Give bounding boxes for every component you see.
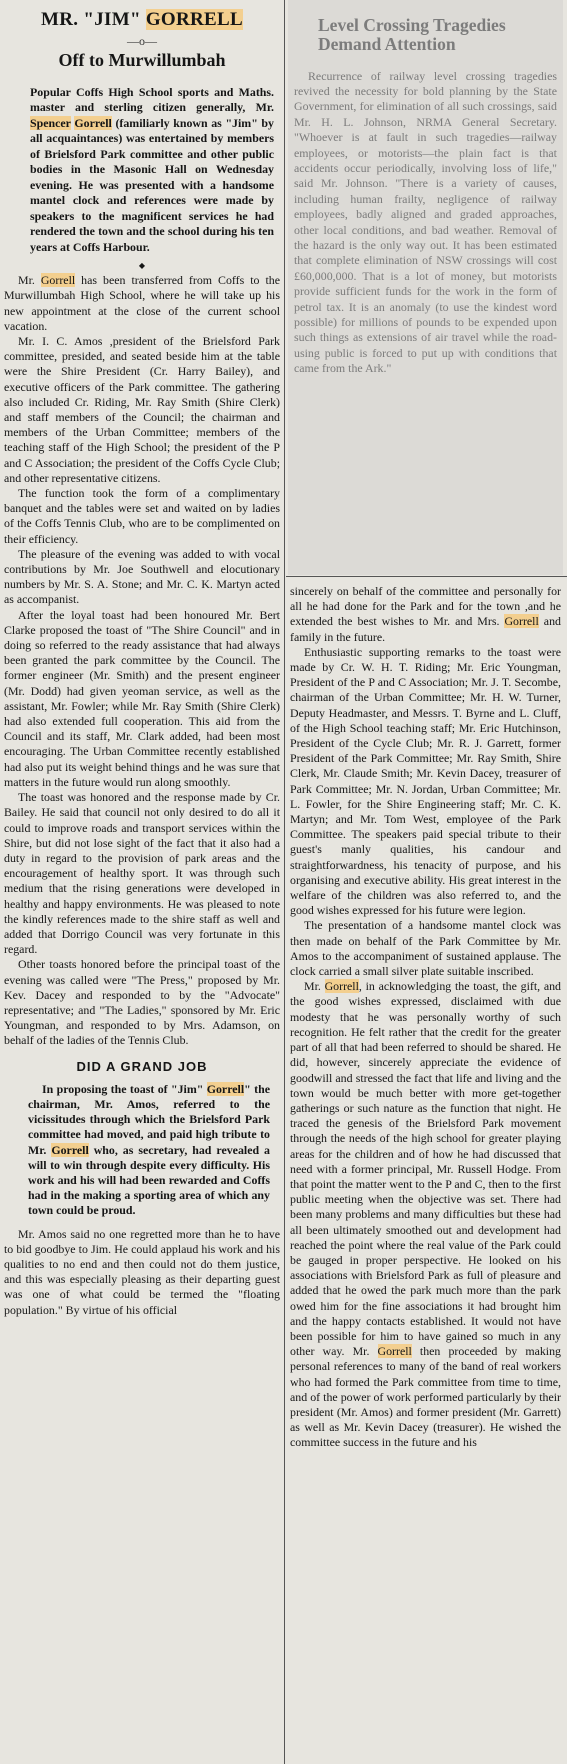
search-highlight: GORRELL xyxy=(145,9,243,30)
body-paragraph: Mr. Gorrell, in acknowledging the toast, the gift, and the good wishes expressed, disclaimed with due modesty that he was personally worthy of such recognition. He felt rather that the credit for the greater part of all that had been referred to should be shared. He did, however, sincerely appreciate the evidence of goodwill and stressed the fact that life and living and the town would be much better with more get-together gatherings or such nature as the function that night. He traced the genesis of the Brielsford Park movement through the needs of the high school for greater playing areas for the children and of how he had discussed that need with a former principal, Mr. Russell Hodge. From that point the matter went to the P and C, then to the first public meeting when the objective was set. There had been many problems and many difficulties but these had all been ultimately smoothed out and development had reached the point where the real value of the Park could be gauged in proper perspective. He looked on his associations with Brielsford Park as full of pleasure and added that he owed the park much more than the park owed him for the fine associations it had brought him and the happy contacts established. It would not have been possible for him to have gained so much in any other way. Mr. Gorrell then proceeded by making personal references to many of the band of real workers who had formed the Park committee from time to time, and of the power of work performed particularly by their president (Mr. Amos) and former president (Mr. Garrett) as well as Mr. Kevin Dacey (treasurer). He wished the committee success in the future and his xyxy=(290,979,561,1450)
article-headline: MR. "JIM" GORRELL xyxy=(41,9,243,30)
search-highlight: Gorrell xyxy=(74,115,112,130)
section-subhead: DID A GRAND JOB xyxy=(76,1058,208,1074)
body-paragraph: The function took the form of a complimentary banquet and the tables were set and waited on by ladies of the Coffs Tennis Club, who are to be complimented on their efficiency. xyxy=(4,486,280,546)
article-divider xyxy=(286,576,567,577)
right-bottom-column xyxy=(288,578,563,1764)
search-highlight: Spencer xyxy=(30,115,71,130)
body-paragraph: Mr. Gorrell has been transferred from Coffs to the Murwillumbah High School, where he will take up his new appointment at the close of the current school vacation. xyxy=(4,273,280,333)
search-highlight: Gorrell xyxy=(40,273,76,288)
article-lede xyxy=(4,75,280,256)
headline-ornament: —o— xyxy=(127,33,157,48)
search-highlight: Gorrell xyxy=(206,1081,245,1096)
body-paragraph: The toast was honored and the response made by Cr. Bailey. He said that council not only desired to do all it could to improve roads and transport services within the Shire, but did not lose sight of the fact that it also had a duty in regard to the provision of park areas and the encouragement of healthy sport. It was through such medium that the rising generations were developed in healthy and happy environments. He was pleased to note the kindly references made to the shire staff as well and added that Dorrigo Council was very fortunate in this regard. xyxy=(4,790,280,957)
search-highlight: Gorrell xyxy=(504,614,539,629)
body-paragraph: Recurrence of railway level crossing tragedies revived the necessity for bold planning by the State Government, for elimination of all such crossings, said Mr. H. L. Johnson, NRMA General Secretary. "Whoever is at fault in such tragedies—railway employees, or motorists—the plain fact is that accidents occur periodically, involving loss of life," said Mr. Johnson. "There is a variety of causes, including human frailty, negligence of railway employees, badly aligned and graded approaches, other local conditions, and bad weather. Removal of the hazard is the only way out. It has been estimated that complete elimination of NSW crossings will cost £60,000,000. That is a lot of money, but motorists provide sufficient funds for the work in the form of petrol tax. It is an anomaly (to use the kindest word possible) for millions of pounds to be expended upon such things as extensions of air travel while the road-using public is forced to put up with conditions that came from the Ark." xyxy=(294,68,557,376)
bold-paragraph: In proposing the toast of "Jim" Gorrell" the chairman, Mr. Amos, referred to the vicissitudes through which the Brielsford Park committee had moved, and paid high tribute to Mr. Gorrell who, as secretary, had revealed a will to win through despite every difficulty. His work and his will had been rewarded and Coffs had in the making a sporting area of which any town could be proud. xyxy=(28,1081,270,1218)
section-bullet: ◆ xyxy=(138,261,146,271)
article-continuation xyxy=(288,578,563,1451)
body-paragraph: After the loyal toast had been honoured Mr. Bert Clarke proposed the toast of "The Shire Council" and in doing so referred to the ready assistance that had always been granted the park committee by the Council. The former engineer (Mr. Smith) and the present engineer (Mr. Dodd) had given yeoman service, as well as the assistant, Mr. Fowler; while Mr. Ray Smith (Shire Clerk) had also extended full cooperation. This aid from the Council and its staff, Mr. Clark added, had been most encouraging. The Urban Committee recently established had also put its weight behind things and he was sure that matters in the future would run along smoothly. xyxy=(4,607,280,789)
body-paragraph: The presentation of a handsome mantel clock was then made on behalf of the Park Committee by Mr. Amos to the accompaniment of sustained applause. The clock carried a small silver plate suitable inscribed. xyxy=(290,918,561,979)
body-paragraph: sincerely on behalf of the committee and personally for all he had done for the Park and for the town ,and he extended the best wishes to Mr. and Mrs. Gorrell and family in the future. xyxy=(290,584,561,644)
column-divider xyxy=(284,0,285,1764)
search-highlight: Gorrell xyxy=(51,1142,89,1157)
search-highlight: Gorrell xyxy=(324,979,359,994)
article-headline: Level Crossing Tragedies Demand Attention xyxy=(318,15,506,55)
article-body xyxy=(4,273,280,1318)
body-paragraph: The pleasure of the evening was added to with vocal contributions by Mr. Joe Southwell and elocutionary numbers by Mr. S. A. Stone; and Mr. C. K. Martyn acted as accompanist. xyxy=(4,546,280,607)
right-top-article xyxy=(288,0,563,575)
bold-section xyxy=(4,1082,280,1219)
body-paragraph: Other toasts honored before the principal toast of the evening was called were "The Press," proposed by Mr. Kev. Dacey and responded to by the "Advocate" representative; and "The Ladies," sponsored by Mr. Eric Youngman, and responded to by Mrs. Adamson, on behalf of the ladies of the Tennis Club. xyxy=(4,957,280,1048)
lede-paragraph: Popular Coffs High School sports and Maths. master and sterling citizen generally, Mr. Spencer Gorrell (familiarly known as "Jim" by all acquaintances) was entertained by members of Brielsford Park committee and other public bodies in the Masonic Hall on Wednesday evening. He was presented with a handsome mantel clock and references were made by speakers to the magnificent services he had rendered the town and the school during his ten years at Coffs Harbour. xyxy=(30,84,274,254)
search-highlight: Gorrell xyxy=(377,1344,412,1359)
article-subheadline: Off to Murwillumbah xyxy=(58,49,226,70)
body-paragraph: Mr. I. C. Amos ,president of the Brielsford Park committee, presided, and seated beside him at the table were the Shire President (Cr. Harry Bailey), and executive officers of the Park committee. The gathering also included Cr. Riding, Mr. Ray Smith (Shire Clerk) and staff members of the Council; the chairman and members of the Urban Committee; members of the teaching staff of the High School; the president of the P and C Association; the president of the Coffs Cycle Club; and other representative citizens. xyxy=(4,334,280,485)
left-column xyxy=(4,0,280,1764)
body-paragraph: Mr. Amos said no one regretted more than he to have to bid goodbye to Jim. He could applaud his work and his qualities to no end and then could not do them justice, and this was especially pleasing as their departing guest was one of what could be termed the "floating population." By virtue of his official xyxy=(4,1226,280,1317)
body-paragraph: Enthusiastic supporting remarks to the toast were made by Cr. W. H. T. Riding; Mr. Eric Youngman, President of the P and C Association; Mr. J. T. Secombe, chairman of the Urban Committee; Mr. H. W. Turner, Deputy Headmaster, and Messrs. T. Byrne and L. Cluff, of the High School teaching staff; Mr. Eric Hutchinson, President of the Cycle Club; Mr. R. J. Garrett, former President of the Park Committee; Mr. Ray Smith, Shire Clerk, Mr. Claude Smith; Mr. Kevin Dacey, treasurer of Park Committee; Mr. N. Jordan, Urban Committee; Mr. L. Fowler, for the Shire Engineering staff; Mr. C. K. Martyn; and Mr. Tom West, employee of the Park Committee. The speakers paid special tribute to their guest's manly qualities, his candour and straightforwardness, his tenacity of purpose, and his organising and executive ability. His great interest in the welfare of the children was also referred to, and the good wishes expressed for his future were legion. xyxy=(290,644,561,918)
